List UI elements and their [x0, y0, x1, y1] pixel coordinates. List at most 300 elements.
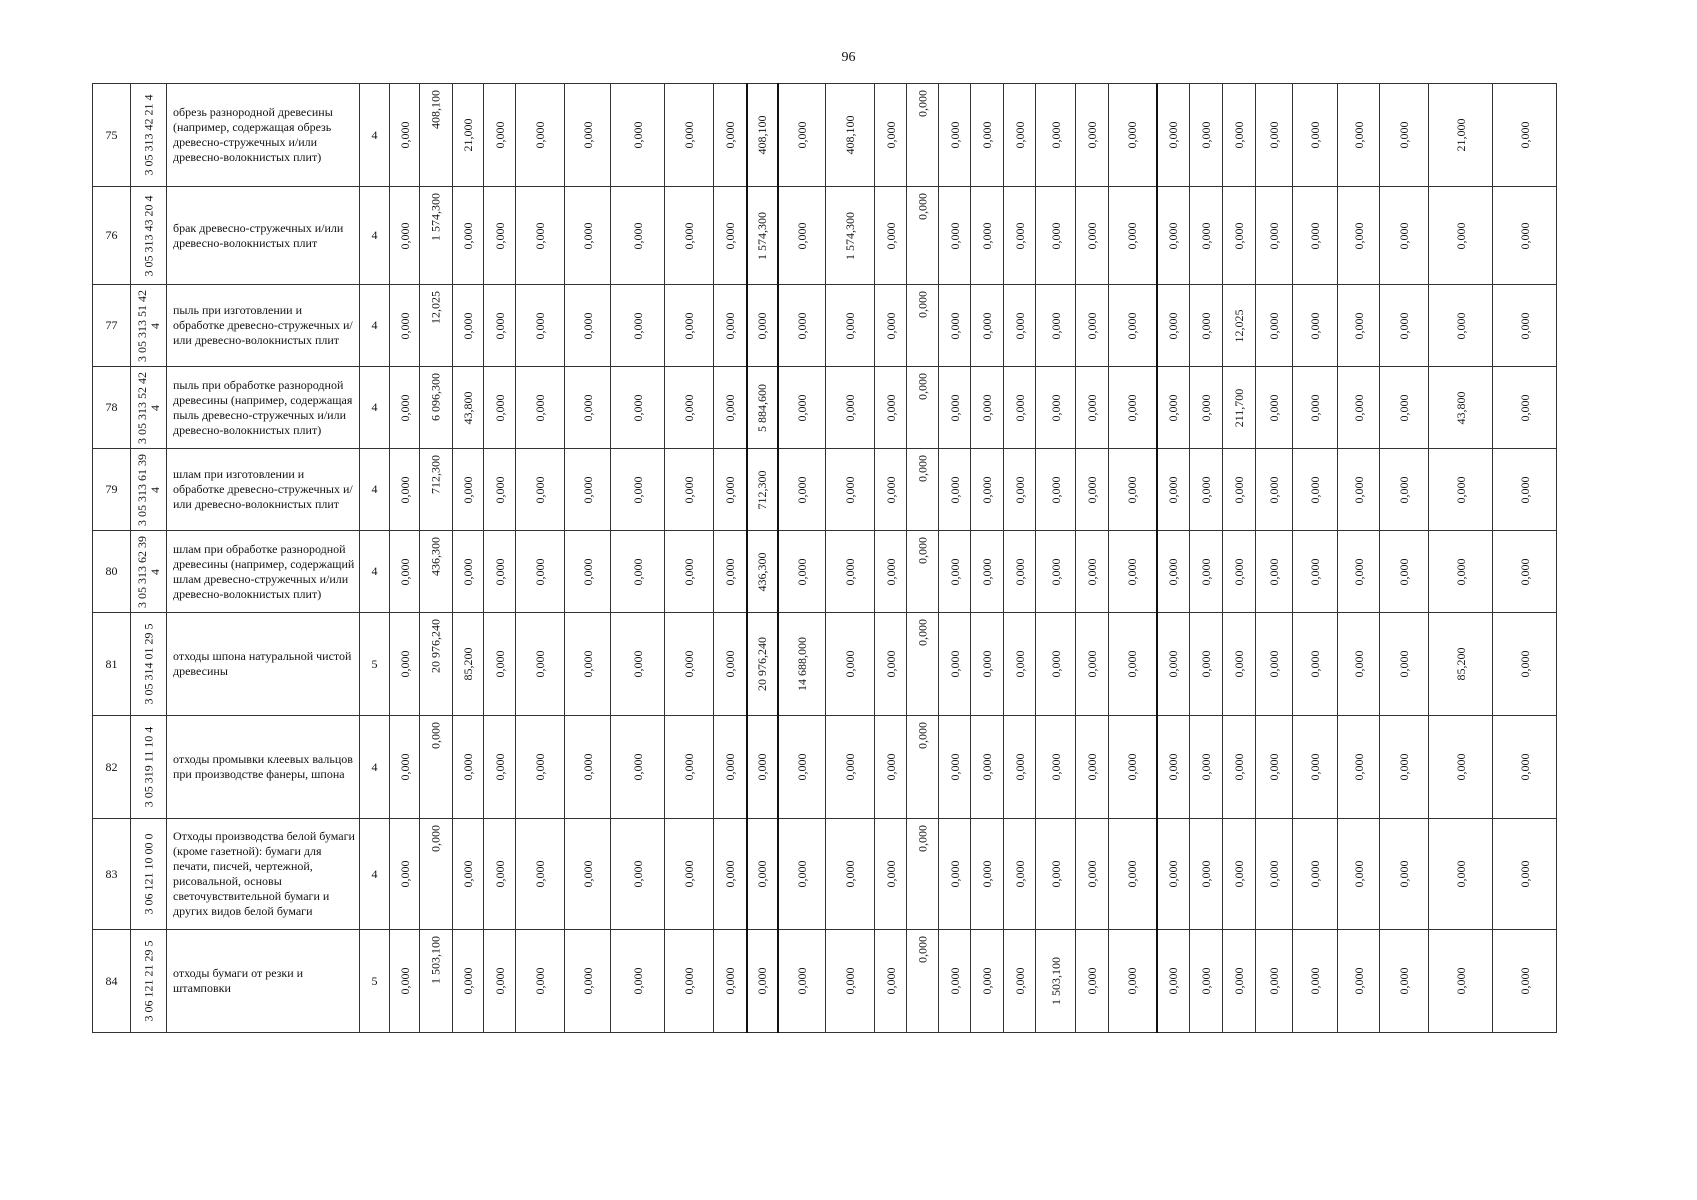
value-cell [971, 819, 1004, 930]
value-cell [1256, 613, 1293, 716]
value: 0,000 [1308, 860, 1322, 888]
value-cell [516, 367, 565, 449]
value-cell [516, 930, 565, 1033]
value: 0,000 [843, 312, 857, 339]
value: 85,200 [461, 647, 475, 681]
value-cell [1004, 819, 1036, 930]
value-cell [778, 819, 826, 930]
value-cell [516, 449, 565, 531]
value: 1 503,100 [1048, 957, 1063, 1005]
value-cell [1338, 84, 1380, 187]
value-cell [1076, 285, 1109, 367]
value-cell [1380, 819, 1429, 930]
value-cell [1429, 613, 1493, 716]
value: 0,000 [843, 753, 857, 781]
value: 0,000 [794, 860, 809, 888]
waste-code-cell [131, 367, 167, 449]
value-cell [1293, 819, 1338, 930]
value-cell [665, 285, 714, 367]
value-cell [420, 285, 453, 367]
value-cell [907, 187, 939, 285]
value-cell [390, 531, 420, 613]
value: 0,000 [1232, 121, 1246, 149]
value: 0,000 [915, 619, 929, 646]
value: 0,000 [397, 967, 412, 995]
value: 0,000 [1351, 222, 1366, 249]
value: 0,000 [1453, 476, 1468, 503]
waste-code: 3 05 313 43 20 4 [141, 195, 155, 276]
value-cell [778, 716, 826, 819]
value-cell [1338, 819, 1380, 930]
value: 0,000 [1267, 967, 1281, 995]
value-cell [516, 84, 565, 187]
value-cell [565, 819, 611, 930]
waste-name: отходы шпона натуральной чистой древесины [167, 613, 360, 716]
value-cell [1190, 531, 1223, 613]
value: 0,000 [1199, 394, 1213, 421]
waste-name: Отходы производства белой бумаги (кроме газетной): бумаги для печати, писчей, чертежной, рисовальной, основы светочувствительной бумаги и других видов белой бумаги [167, 819, 360, 930]
value-cell [1493, 819, 1557, 930]
hazard-class: 4 [360, 84, 390, 187]
value: 0,000 [533, 967, 547, 995]
value-cell [826, 187, 875, 285]
value: 0,000 [980, 222, 994, 249]
waste-code-cell [131, 285, 167, 367]
table-row [93, 930, 1588, 1033]
table-row [93, 531, 1588, 613]
table-row [93, 367, 1588, 449]
value-cell [484, 716, 516, 819]
value-cell [484, 84, 516, 187]
value: 0,000 [1012, 222, 1027, 249]
value-cell [1076, 531, 1109, 613]
value-cell [1493, 285, 1557, 367]
value-cell [939, 531, 971, 613]
value: 0,000 [1517, 650, 1532, 678]
row-number: 83 [93, 819, 131, 930]
value-cell [1076, 367, 1109, 449]
value-cell [714, 84, 747, 187]
value-cell [1004, 84, 1036, 187]
value-cell [1190, 613, 1223, 716]
value-cell [1157, 531, 1190, 613]
value: 0,000 [1125, 650, 1140, 678]
value: 0,000 [397, 476, 412, 503]
value: 0,000 [1397, 312, 1411, 339]
value-cell [1429, 531, 1493, 613]
value-cell [1004, 187, 1036, 285]
value-cell [516, 531, 565, 613]
value-cell [1223, 531, 1256, 613]
value: 0,000 [1012, 394, 1027, 421]
value: 0,000 [1012, 753, 1027, 781]
value: 0,000 [1166, 121, 1181, 149]
value: 211,700 [1232, 388, 1246, 427]
value: 0,000 [722, 967, 737, 995]
value: 0,000 [1125, 860, 1140, 888]
value-cell [1036, 285, 1076, 367]
value: 0,000 [1085, 753, 1099, 781]
value: 0,000 [980, 558, 994, 585]
value-cell [453, 449, 484, 531]
value-cell [826, 819, 875, 930]
value-cell [714, 531, 747, 613]
value-cell [1380, 930, 1429, 1033]
value-cell [484, 531, 516, 613]
value-cell [1256, 285, 1293, 367]
value-cell [714, 716, 747, 819]
value: 0,000 [1199, 860, 1213, 888]
value-cell [875, 449, 907, 531]
value: 0,000 [1048, 222, 1063, 249]
value-cell [611, 716, 665, 819]
value: 0,000 [980, 394, 994, 421]
value: 0,000 [397, 558, 412, 585]
value-cell [1190, 367, 1223, 449]
value: 436,300 [755, 552, 769, 591]
value-cell [939, 449, 971, 531]
value: 21,000 [461, 118, 475, 152]
value: 0,000 [630, 312, 645, 339]
value-cell [1493, 613, 1557, 716]
value-cell [1223, 613, 1256, 716]
value: 0,000 [492, 222, 507, 249]
value-cell [1338, 613, 1380, 716]
value: 5 884,600 [755, 383, 769, 432]
value-cell [939, 84, 971, 187]
value: 0,000 [915, 722, 929, 749]
value: 712,300 [755, 470, 769, 509]
value: 0,000 [1517, 312, 1532, 339]
value: 0,000 [1232, 650, 1246, 678]
value: 0,000 [1397, 860, 1411, 888]
value: 0,000 [883, 312, 898, 339]
value-cell [971, 449, 1004, 531]
value-cell [565, 285, 611, 367]
value-cell [453, 819, 484, 930]
value: 0,000 [1351, 476, 1366, 503]
value: 0,000 [1085, 967, 1099, 995]
value: 0,000 [947, 860, 962, 888]
value-cell [1223, 367, 1256, 449]
value: 0,000 [1308, 312, 1322, 339]
value-cell [1076, 187, 1109, 285]
value-cell [875, 716, 907, 819]
value: 0,000 [1308, 121, 1322, 149]
value-cell [665, 449, 714, 531]
value-cell [826, 930, 875, 1033]
value: 0,000 [1453, 222, 1468, 249]
value-cell [1256, 930, 1293, 1033]
value: 0,000 [492, 558, 507, 585]
value-cell [1157, 285, 1190, 367]
value: 0,000 [980, 860, 994, 888]
value: 0,000 [947, 650, 962, 678]
value-cell [1190, 285, 1223, 367]
value-cell [611, 819, 665, 930]
value-cell [665, 367, 714, 449]
value: 0,000 [461, 558, 475, 585]
value: 0,000 [980, 312, 994, 339]
waste-code: 3 05 314 01 29 5 [141, 623, 155, 705]
value: 0,000 [947, 753, 962, 781]
value: 0,000 [1351, 753, 1366, 781]
value: 0,000 [915, 825, 929, 852]
value: 0,000 [1517, 121, 1532, 149]
value: 0,000 [1012, 860, 1027, 888]
value-cell [1493, 449, 1557, 531]
value: 85,200 [1453, 647, 1468, 681]
value: 0,000 [915, 90, 929, 117]
value: 0,000 [1267, 860, 1281, 888]
waste-code: 3 05 313 42 21 4 [141, 94, 155, 176]
value: 408,100 [843, 115, 857, 155]
value-cell [1380, 187, 1429, 285]
value: 0,000 [1048, 394, 1063, 421]
value-cell [1429, 449, 1493, 531]
value: 0,000 [1267, 650, 1281, 678]
value-cell [1293, 187, 1338, 285]
waste-code-cell [131, 716, 167, 819]
value: 0,000 [1166, 476, 1181, 503]
value: 0,000 [580, 967, 595, 995]
value-cell [1190, 84, 1223, 187]
value: 0,000 [630, 860, 645, 888]
value-cell [1429, 84, 1493, 187]
value-cell [1338, 285, 1380, 367]
value: 0,000 [580, 476, 595, 503]
value: 0,000 [461, 967, 475, 995]
value: 0,000 [492, 312, 507, 339]
value: 1 574,300 [428, 193, 443, 241]
value: 0,000 [1199, 753, 1213, 781]
value: 0,000 [533, 121, 547, 149]
value-cell [420, 367, 453, 449]
value: 0,000 [1397, 558, 1411, 585]
value: 0,000 [1351, 860, 1366, 888]
value: 0,000 [1351, 121, 1366, 149]
value-cell [390, 819, 420, 930]
value-cell [714, 187, 747, 285]
value-cell [907, 449, 939, 531]
value: 0,000 [722, 121, 737, 149]
value: 0,000 [1397, 394, 1411, 421]
value: 0,000 [492, 650, 507, 678]
value: 0,000 [1517, 476, 1532, 503]
value: 0,000 [722, 222, 737, 249]
value-cell [516, 187, 565, 285]
value-cell [390, 716, 420, 819]
value: 0,000 [492, 753, 507, 781]
value: 0,000 [1267, 753, 1281, 781]
table-row [93, 187, 1588, 285]
value-cell [1109, 819, 1157, 930]
value-cell [778, 187, 826, 285]
value: 0,000 [461, 476, 475, 503]
value-cell [714, 930, 747, 1033]
value-cell [1293, 84, 1338, 187]
value-cell [1493, 716, 1557, 819]
value: 0,000 [533, 312, 547, 339]
value: 0,000 [461, 860, 475, 888]
value-cell [1109, 187, 1157, 285]
value-cell [778, 531, 826, 613]
value-cell [611, 531, 665, 613]
value-cell [1157, 84, 1190, 187]
value: 0,000 [1517, 394, 1532, 421]
value-cell [1256, 84, 1293, 187]
value: 0,000 [1085, 222, 1099, 249]
value: 0,000 [682, 121, 696, 149]
value-cell [1157, 367, 1190, 449]
value-cell [453, 84, 484, 187]
value: 0,000 [1199, 222, 1213, 249]
value: 0,000 [397, 860, 412, 888]
value-cell [1190, 819, 1223, 930]
value: 0,000 [461, 312, 475, 339]
value: 0,000 [947, 394, 962, 421]
value-cell [778, 613, 826, 716]
value-cell [747, 367, 778, 449]
value: 0,000 [883, 753, 898, 781]
value: 0,000 [1085, 476, 1099, 503]
value-cell [611, 449, 665, 531]
value-cell [826, 716, 875, 819]
value-cell [826, 531, 875, 613]
value: 0,000 [397, 121, 412, 149]
hazard-class: 4 [360, 716, 390, 819]
value-cell [484, 819, 516, 930]
value: 0,000 [492, 394, 507, 421]
value: 0,000 [843, 967, 857, 995]
value-cell [714, 285, 747, 367]
value-cell [1109, 613, 1157, 716]
value-cell [907, 285, 939, 367]
waste-balance-table [92, 83, 1588, 1033]
value: 0,000 [755, 312, 769, 339]
value: 0,000 [533, 394, 547, 421]
value: 0,000 [1048, 312, 1063, 339]
value: 0,000 [1048, 753, 1063, 781]
value-cell [1380, 84, 1429, 187]
waste-code-cell [131, 449, 167, 531]
value: 0,000 [755, 753, 769, 781]
value-cell [611, 84, 665, 187]
value: 0,000 [397, 650, 412, 678]
value: 0,000 [1267, 558, 1281, 585]
value-cell [611, 285, 665, 367]
value: 0,000 [682, 558, 696, 585]
value-cell [1429, 367, 1493, 449]
value-cell [665, 531, 714, 613]
value-cell [420, 531, 453, 613]
value: 0,000 [1397, 222, 1411, 249]
value: 0,000 [580, 860, 595, 888]
value: 0,000 [533, 558, 547, 585]
value-cell [939, 716, 971, 819]
value-cell [516, 819, 565, 930]
value: 0,000 [580, 753, 595, 781]
value: 0,000 [682, 753, 696, 781]
waste-name: отходы бумаги от резки и штамповки [167, 930, 360, 1033]
value-cell [1338, 367, 1380, 449]
value-cell [390, 613, 420, 716]
value-cell [390, 285, 420, 367]
value-cell [1004, 531, 1036, 613]
value: 0,000 [1085, 558, 1099, 585]
value-cell [747, 449, 778, 531]
value: 0,000 [722, 753, 737, 781]
value: 0,000 [1453, 312, 1468, 339]
value-cell [1036, 930, 1076, 1033]
value-cell [907, 367, 939, 449]
waste-name: шлам при обработке разнородной древесины (например, содержащий шлам древесно-стружечных и/или древесно-волокнистых плит) [167, 531, 360, 613]
value: 0,000 [533, 753, 547, 781]
row-number: 80 [93, 531, 131, 613]
value-cell [565, 187, 611, 285]
value-cell [778, 84, 826, 187]
value-cell [453, 367, 484, 449]
value-cell [611, 367, 665, 449]
value: 0,000 [1232, 753, 1246, 781]
value: 0,000 [1453, 753, 1468, 781]
waste-code-cell [131, 84, 167, 187]
value: 0,000 [883, 860, 898, 888]
value: 0,000 [397, 394, 412, 421]
value-cell [390, 367, 420, 449]
value: 0,000 [492, 121, 507, 149]
value: 0,000 [1085, 312, 1099, 339]
value: 1 574,300 [843, 211, 857, 260]
value: 0,000 [1012, 121, 1027, 149]
value-cell [747, 187, 778, 285]
value: 0,000 [1308, 650, 1322, 678]
value-cell [875, 531, 907, 613]
value: 0,000 [722, 312, 737, 339]
value: 0,000 [630, 967, 645, 995]
value-cell [1293, 716, 1338, 819]
value-cell [1293, 285, 1338, 367]
value: 0,000 [1397, 476, 1411, 503]
value-cell [875, 367, 907, 449]
value: 43,800 [1453, 391, 1468, 424]
value-cell [1380, 449, 1429, 531]
value-cell [1493, 367, 1557, 449]
value-cell [1157, 716, 1190, 819]
value-cell [420, 84, 453, 187]
value-cell [875, 285, 907, 367]
value: 0,000 [1308, 753, 1322, 781]
value-cell [516, 716, 565, 819]
value-cell [1109, 285, 1157, 367]
value: 0,000 [1048, 476, 1063, 503]
value-cell [826, 449, 875, 531]
value: 0,000 [1351, 558, 1366, 585]
value-cell [1293, 531, 1338, 613]
value-cell [907, 84, 939, 187]
hazard-class: 4 [360, 285, 390, 367]
value-cell [453, 285, 484, 367]
value: 0,000 [1085, 860, 1099, 888]
table-row [93, 449, 1588, 531]
value-cell [747, 716, 778, 819]
value: 0,000 [883, 394, 898, 421]
waste-name: брак древесно-стружечных и/или древесно-волокнистых плит [167, 187, 360, 285]
value: 0,000 [794, 121, 809, 149]
value-cell [1223, 449, 1256, 531]
value: 0,000 [755, 967, 769, 995]
value: 0,000 [1125, 394, 1140, 421]
